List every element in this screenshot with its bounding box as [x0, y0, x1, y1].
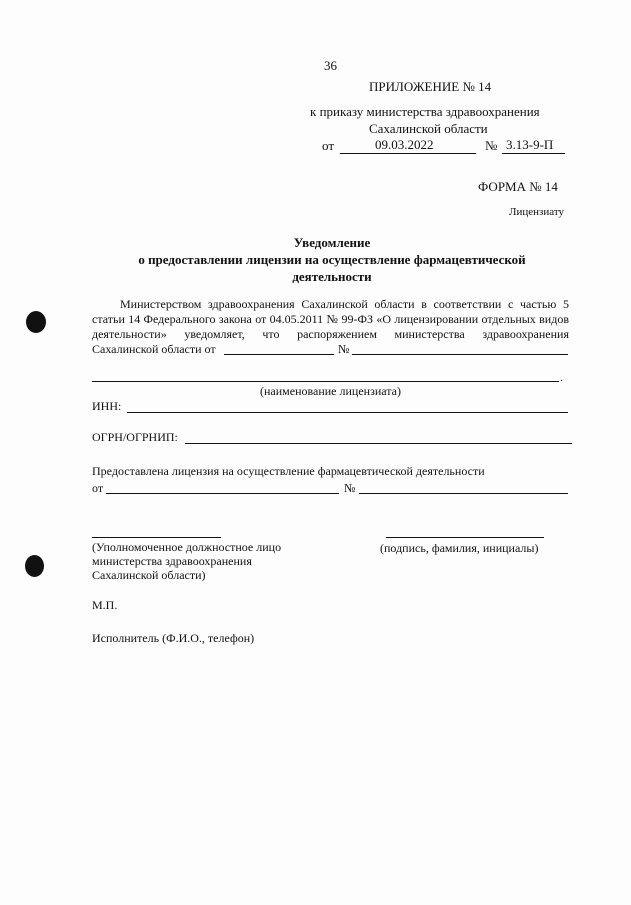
appendix-title: ПРИЛОЖЕНИЕ № 14	[369, 79, 492, 94]
appendix-order-line: к приказу министерства здравоохранения	[310, 104, 540, 119]
licensee-end-dot: .	[560, 370, 563, 384]
page-number: 36	[324, 58, 337, 73]
license-date-prefix: от	[92, 481, 104, 495]
executor-label: Исполнитель (Ф.И.О., телефон)	[92, 631, 255, 645]
appendix-date: 09.03.2022	[375, 137, 434, 152]
punch-hole-top	[26, 311, 46, 333]
notice-paragraph	[92, 297, 569, 342]
signatory-line-1: (Уполномоченное должностное лицо	[92, 540, 282, 554]
appendix-number: 3.13-9-П	[506, 137, 554, 152]
addressee: Лицензиату	[509, 206, 564, 218]
seal-label: М.П.	[92, 598, 118, 612]
punch-hole-bottom	[25, 555, 44, 577]
ogrn-label: ОГРН/ОГРНИП:	[92, 430, 178, 444]
signatory-line	[92, 537, 221, 538]
appendix-date-line	[340, 153, 476, 154]
decree-number-line	[352, 354, 568, 355]
notice-line-3: деятельности» уведомляет, что распоряжением министерства здравоохранения	[92, 327, 569, 341]
decree-date-line	[224, 354, 334, 355]
appendix-date-prefix: от	[322, 138, 335, 153]
inn-label: ИНН:	[92, 399, 122, 413]
license-number-prefix: №	[344, 481, 356, 495]
ogrn-line	[185, 443, 572, 444]
appendix-number-prefix: №	[485, 138, 498, 153]
decree-number-prefix: №	[338, 342, 350, 356]
signatory-line-2: министерства здравоохранения	[92, 554, 252, 568]
notice-line-2: статьи 14 Федерального закона от 04.05.2011 № 99-ФЗ «О лицензировании отдельных видов	[92, 312, 569, 326]
inn-line	[127, 412, 568, 413]
license-granted-text: Предоставлена лицензия на осуществление фармацевтической деятельности	[92, 464, 485, 478]
signature-line	[386, 537, 544, 538]
notice-line-1: Министерством здравоохранения Сахалинской области в соответствии с частью 5	[120, 297, 569, 311]
license-number-line	[359, 493, 568, 494]
appendix-region-line: Сахалинской области	[369, 121, 488, 136]
appendix-number-line	[502, 153, 565, 154]
form-label: ФОРМА № 14	[478, 179, 558, 194]
heading-line2: о предоставлении лицензии на осуществление фармацевтической	[138, 252, 526, 267]
heading-title: Уведомление	[293, 235, 371, 250]
signature-caption: (подпись, фамилия, инициалы)	[380, 541, 539, 555]
license-date-line	[106, 493, 339, 494]
licensee-caption: (наименование лицензиата)	[260, 384, 401, 398]
signatory-line-3: Сахалинской области)	[92, 568, 206, 582]
licensee-name-line	[92, 381, 559, 382]
notice-line-4-prefix: Сахалинской области от	[92, 342, 216, 356]
heading-line3: деятельности	[292, 269, 372, 284]
